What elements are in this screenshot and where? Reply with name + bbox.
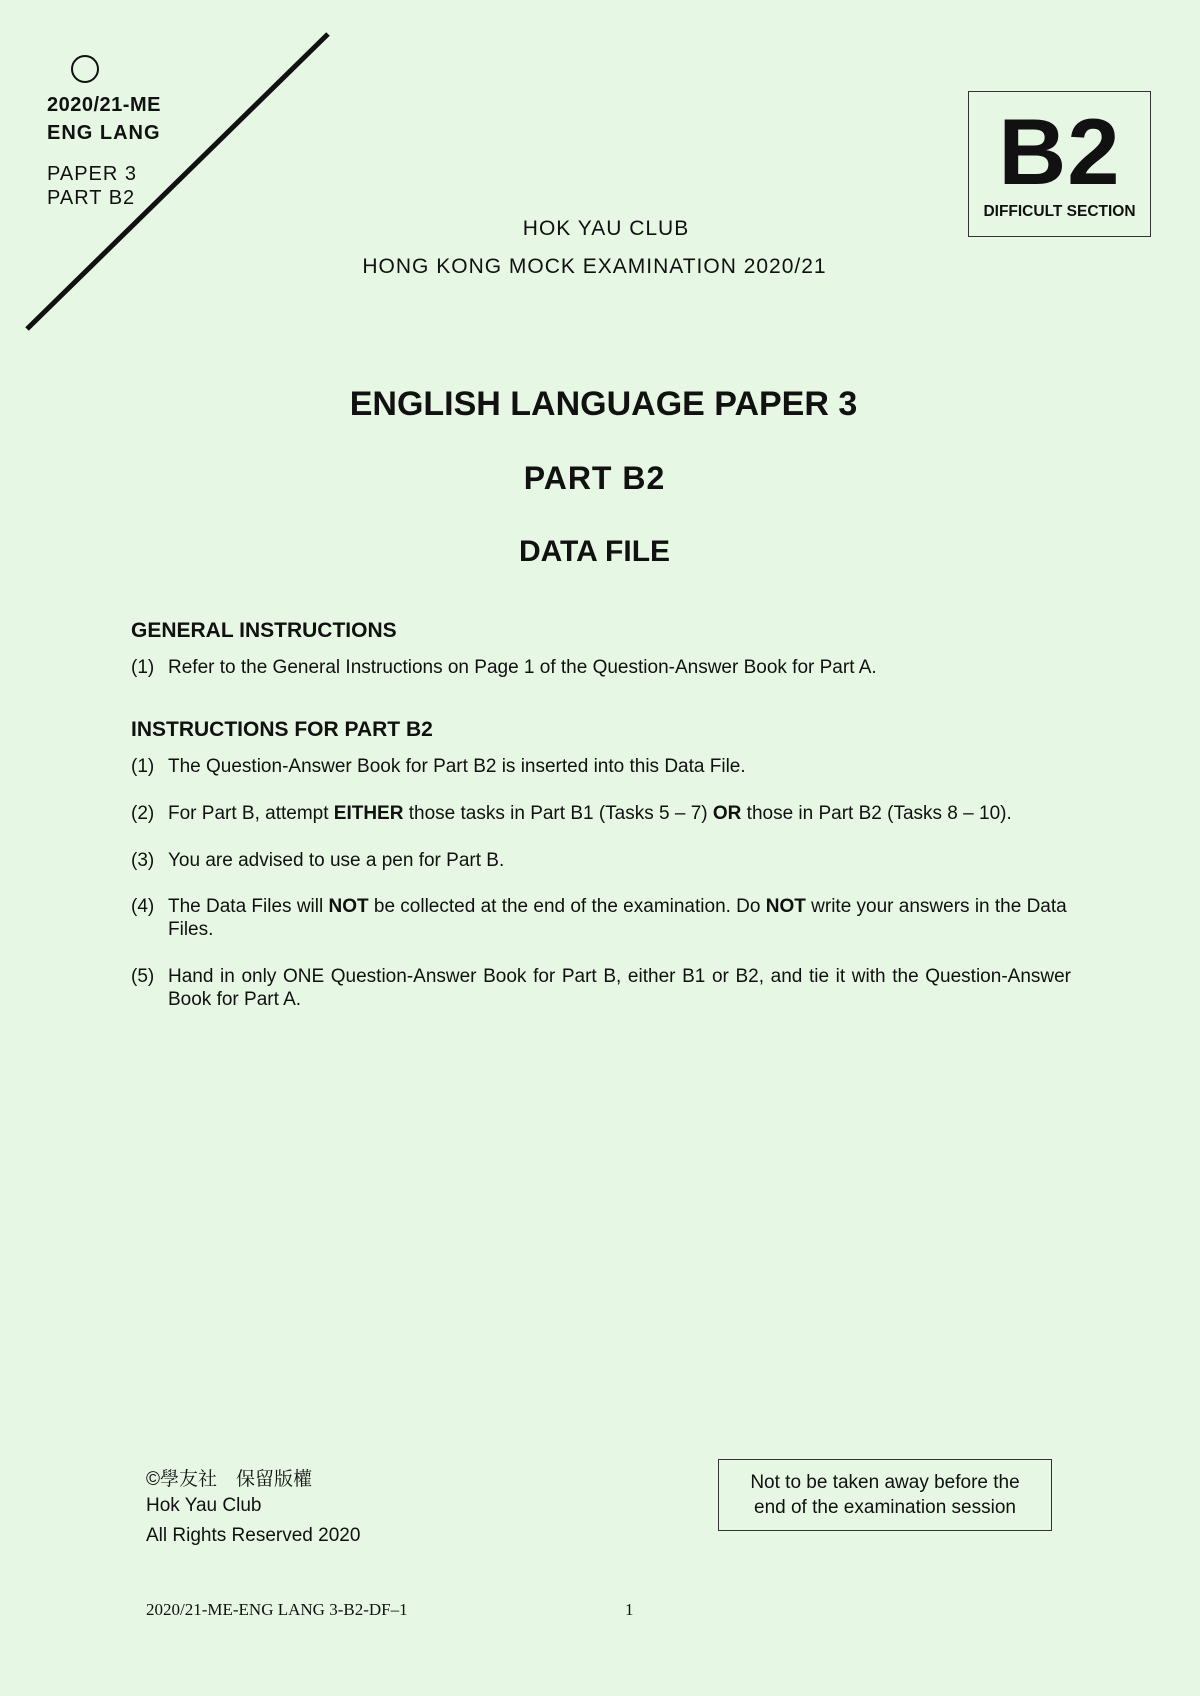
item-number: (1) [131,756,155,777]
page-number: 1 [625,1600,634,1619]
emphasis-or: OR [712,803,742,824]
item-text: Refer to the General Instructions on Page 1 of the Question-Answer Book for Part A. [168,657,877,678]
text-run: The Data Files will [168,896,329,917]
paper-title: ENGLISH LANGUAGE PAPER 3 [349,385,858,423]
page-reference: 2020/21-ME-ENG LANG 3-B2-DF–1 [146,1600,408,1619]
notice-line: Not to be taken away before the [750,1472,1020,1493]
paper-number: PAPER 3 [47,163,137,185]
text-run: those tasks in Part B1 (Tasks 5 – 7) [403,803,713,824]
section-description: DIFFICULT SECTION [983,203,1136,220]
instruction-item [131,802,1071,825]
organiser-name: HOK YAU CLUB [522,217,690,240]
item-text: The Question-Answer Book for Part B2 is inserted into this Data File. [168,756,746,777]
item-number: (3) [131,850,155,871]
text-run: those in Part B2 (Tasks 8 – 10). [741,803,1012,824]
emphasis-either: EITHER [333,803,404,824]
instruction-item [131,755,1071,778]
text-run: write your answers in the Data Files. [168,896,1067,940]
notice-box [718,1459,1052,1531]
copyright-rights: All Rights Reserved 2020 [146,1525,361,1546]
text-run: For Part B, attempt [168,803,334,824]
exam-name: HONG KONG MOCK EXAMINATION 2020/21 [362,255,827,278]
part-title: PART B2 [523,460,666,496]
emphasis-not: NOT [765,896,806,917]
text-run: be collected at the end of the examination. Do [368,896,766,917]
item-number: (5) [131,966,155,987]
part-b2-instructions-heading: INSTRUCTIONS FOR PART B2 [131,718,433,741]
section-box [968,91,1151,237]
instruction-item [131,849,1071,872]
instruction-item [131,965,1071,1011]
file-title: DATA FILE [518,535,671,568]
item-number: (1) [131,657,155,678]
item-text: Hand in only ONE Question-Answer Book for Part B, either B1 or B2, and tie it with the Question-Answer Book for Part A. [168,966,1071,1010]
subject-code: ENG LANG [47,122,161,144]
part-number: PART B2 [47,187,136,209]
notice-line: end of the examination session [754,1497,1016,1518]
general-instructions-heading: GENERAL INSTRUCTIONS [131,619,397,642]
general-instruction-item [131,656,1071,679]
item-text [168,802,1071,825]
item-text [168,895,1071,941]
item-number: (2) [131,803,155,824]
item-number: (4) [131,896,155,917]
exam-code: 2020/21-ME [47,94,161,116]
instruction-item [131,895,1071,941]
copyright-organisation: Hok Yau Club [146,1495,262,1516]
emphasis-not: NOT [328,896,369,917]
section-letter: B2 [998,99,1121,204]
copyright-chinese: ©學友社 保留版權 [146,1469,312,1490]
item-text: You are advised to use a pen for Part B. [168,850,505,871]
